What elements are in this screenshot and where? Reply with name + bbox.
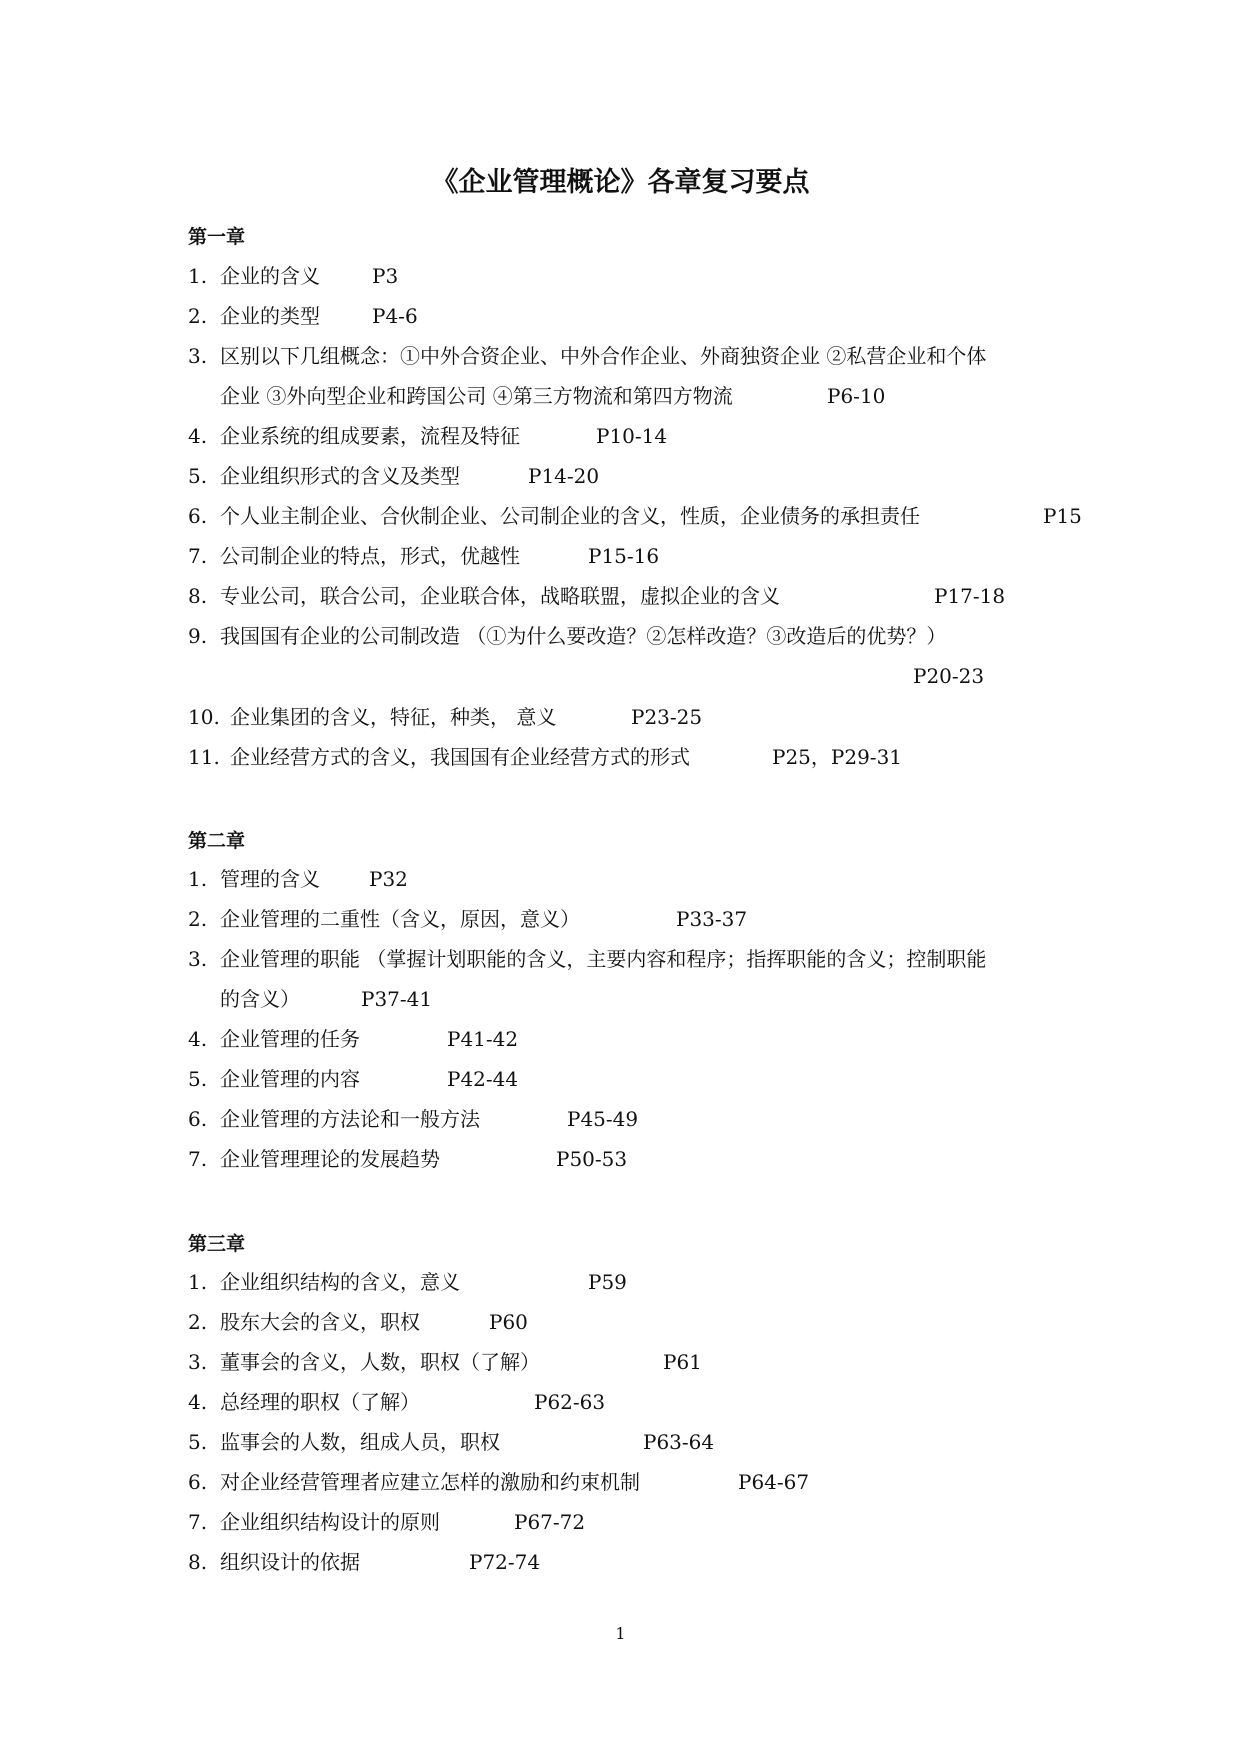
item-text: 我国国有企业的公司制改造 （①为什么要改造？②怎样改造？③改造后的优势？） <box>220 624 947 648</box>
item-number: 6. <box>188 1107 208 1131</box>
list-item-continuation <box>220 384 886 408</box>
list-item <box>188 424 668 448</box>
item-number: 7. <box>188 1147 208 1171</box>
item-number: 4. <box>188 424 208 448</box>
item-text: 企业组织形式的含义及类型 <box>220 464 460 488</box>
item-text: 管理的含义 <box>220 867 320 891</box>
item-text: 区别以下几组概念：①中外合资企业、中外合作企业、外商独资企业 ②私营企业和个体 <box>220 344 987 368</box>
item-text: 董事会的含义，人数，职权（了解） <box>220 1350 540 1374</box>
item-number: 5. <box>188 1430 208 1454</box>
page-ref: P67-72 <box>514 1510 586 1534</box>
item-number: 11. <box>188 745 220 769</box>
item-text: 企业的含义 <box>220 264 320 288</box>
list-item <box>188 1270 627 1294</box>
item-text: 企业经营方式的含义，我国国有企业经营方式的形式 <box>230 745 690 769</box>
item-text: 对企业经营管理者应建立怎样的激励和约束机制 <box>220 1470 640 1494</box>
list-item <box>188 504 1082 528</box>
item-number: 4. <box>188 1390 208 1414</box>
item-text: 企业集团的含义，特征，种类， 意义 <box>230 705 557 729</box>
item-number: 1. <box>188 1270 208 1294</box>
item-number: 7. <box>188 544 208 568</box>
page-ref: P4-6 <box>372 304 418 328</box>
item-number: 6. <box>188 504 208 528</box>
list-item <box>188 745 903 769</box>
page-ref: P25，P29-31 <box>772 745 903 769</box>
item-number: 8. <box>188 584 208 608</box>
list-item <box>188 1350 702 1374</box>
item-text: 监事会的人数，组成人员，职权 <box>220 1430 500 1454</box>
chapter-heading: 第三章 <box>188 1233 246 1255</box>
list-item <box>188 584 1006 608</box>
list-item <box>188 1470 810 1494</box>
page-ref: P33-37 <box>676 907 748 931</box>
list-item <box>188 1390 606 1414</box>
item-number: 3. <box>188 1350 208 1374</box>
page-ref: P15-16 <box>588 544 660 568</box>
page-ref: P59 <box>588 1270 627 1294</box>
page-ref: P32 <box>369 867 408 891</box>
item-text: 企业管理的二重性（含义，原因，意义） <box>220 907 580 931</box>
page-ref: P45-49 <box>567 1107 639 1131</box>
list-item <box>188 1067 519 1091</box>
item-text: 专业公司，联合公司，企业联合体，战略联盟，虚拟企业的含义 <box>220 584 780 608</box>
page-ref: P41-42 <box>447 1027 519 1051</box>
item-number: 9. <box>188 624 208 648</box>
item-number: 5. <box>188 464 208 488</box>
list-item <box>188 907 748 931</box>
list-item <box>188 1147 628 1171</box>
item-text: 企业管理理论的发展趋势 <box>220 1147 440 1171</box>
item-number: 10. <box>188 705 220 729</box>
list-item <box>188 544 660 568</box>
item-text: 股东大会的含义，职权 <box>220 1310 420 1334</box>
list-item <box>188 264 399 288</box>
item-number: 7. <box>188 1510 208 1534</box>
chapter-heading: 第一章 <box>188 226 246 248</box>
chapter-heading: 第二章 <box>188 830 246 852</box>
item-text: 企业的类型 <box>220 304 320 328</box>
page-number: 1 <box>615 1624 626 1643</box>
item-text: 企业 ③外向型企业和跨国公司 ④第三方物流和第四方物流 <box>220 384 733 408</box>
page-ref: P6-10 <box>827 384 886 408</box>
list-item <box>188 1310 528 1334</box>
item-text: 企业组织结构设计的原则 <box>220 1510 440 1534</box>
item-text: 企业管理的方法论和一般方法 <box>220 1107 480 1131</box>
item-number: 2. <box>188 304 208 328</box>
list-item <box>188 867 408 891</box>
item-number: 4. <box>188 1027 208 1051</box>
list-item <box>188 1430 715 1454</box>
item-text: 总经理的职权（了解） <box>220 1390 420 1414</box>
item-number: 6. <box>188 1470 208 1494</box>
page-ref: P3 <box>372 264 399 288</box>
page-ref: P64-67 <box>738 1470 810 1494</box>
item-number: 8. <box>188 1550 208 1574</box>
item-number: 2. <box>188 907 208 931</box>
item-text: 企业管理的职能 （掌握计划职能的含义，主要内容和程序；指挥职能的含义；控制职能 <box>220 947 987 971</box>
list-item <box>188 1107 639 1131</box>
list-item <box>188 304 418 328</box>
page-ref: P61 <box>663 1350 702 1374</box>
item-text: 企业管理的任务 <box>220 1027 360 1051</box>
page-ref: P62-63 <box>534 1390 606 1414</box>
page-ref: P17-18 <box>934 584 1006 608</box>
item-text: 企业管理的内容 <box>220 1067 360 1091</box>
page-ref: P72-74 <box>469 1550 541 1574</box>
item-text: 企业组织结构的含义，意义 <box>220 1270 460 1294</box>
document-title: 《企业管理概论》各章复习要点 <box>431 167 810 198</box>
item-text: 组织设计的依据 <box>220 1550 360 1574</box>
page-ref: P23-25 <box>631 705 703 729</box>
page-ref: P63-64 <box>643 1430 715 1454</box>
page-ref: P10-14 <box>596 424 668 448</box>
item-number: 2. <box>188 1310 208 1334</box>
list-item <box>188 344 986 368</box>
item-number: 1. <box>188 867 208 891</box>
list-item <box>188 1510 586 1534</box>
page-ref: P15 <box>1043 504 1082 528</box>
item-text: 企业系统的组成要素，流程及特征 <box>220 424 520 448</box>
list-item <box>188 624 946 648</box>
page-ref: P20-23 <box>913 664 985 688</box>
item-number: 3. <box>188 947 208 971</box>
page-ref: P14-20 <box>528 464 600 488</box>
page-ref: P60 <box>489 1310 528 1334</box>
page-ref: P37-41 <box>361 987 433 1011</box>
list-item <box>188 705 703 729</box>
item-number: 3. <box>188 344 208 368</box>
item-number: 1. <box>188 264 208 288</box>
item-number: 5. <box>188 1067 208 1091</box>
item-text: 个人业主制企业、合伙制企业、公司制企业的含义，性质，企业债务的承担责任 <box>220 504 920 528</box>
list-item-continuation <box>913 664 984 688</box>
list-item <box>188 1550 541 1574</box>
list-item-continuation <box>220 987 433 1011</box>
list-item <box>188 464 600 488</box>
item-text: 的含义） <box>220 987 300 1011</box>
list-item <box>188 947 986 971</box>
page-ref: P42-44 <box>447 1067 519 1091</box>
list-item <box>188 1027 519 1051</box>
page-ref: P50-53 <box>556 1147 628 1171</box>
item-text: 公司制企业的特点，形式，优越性 <box>220 544 520 568</box>
